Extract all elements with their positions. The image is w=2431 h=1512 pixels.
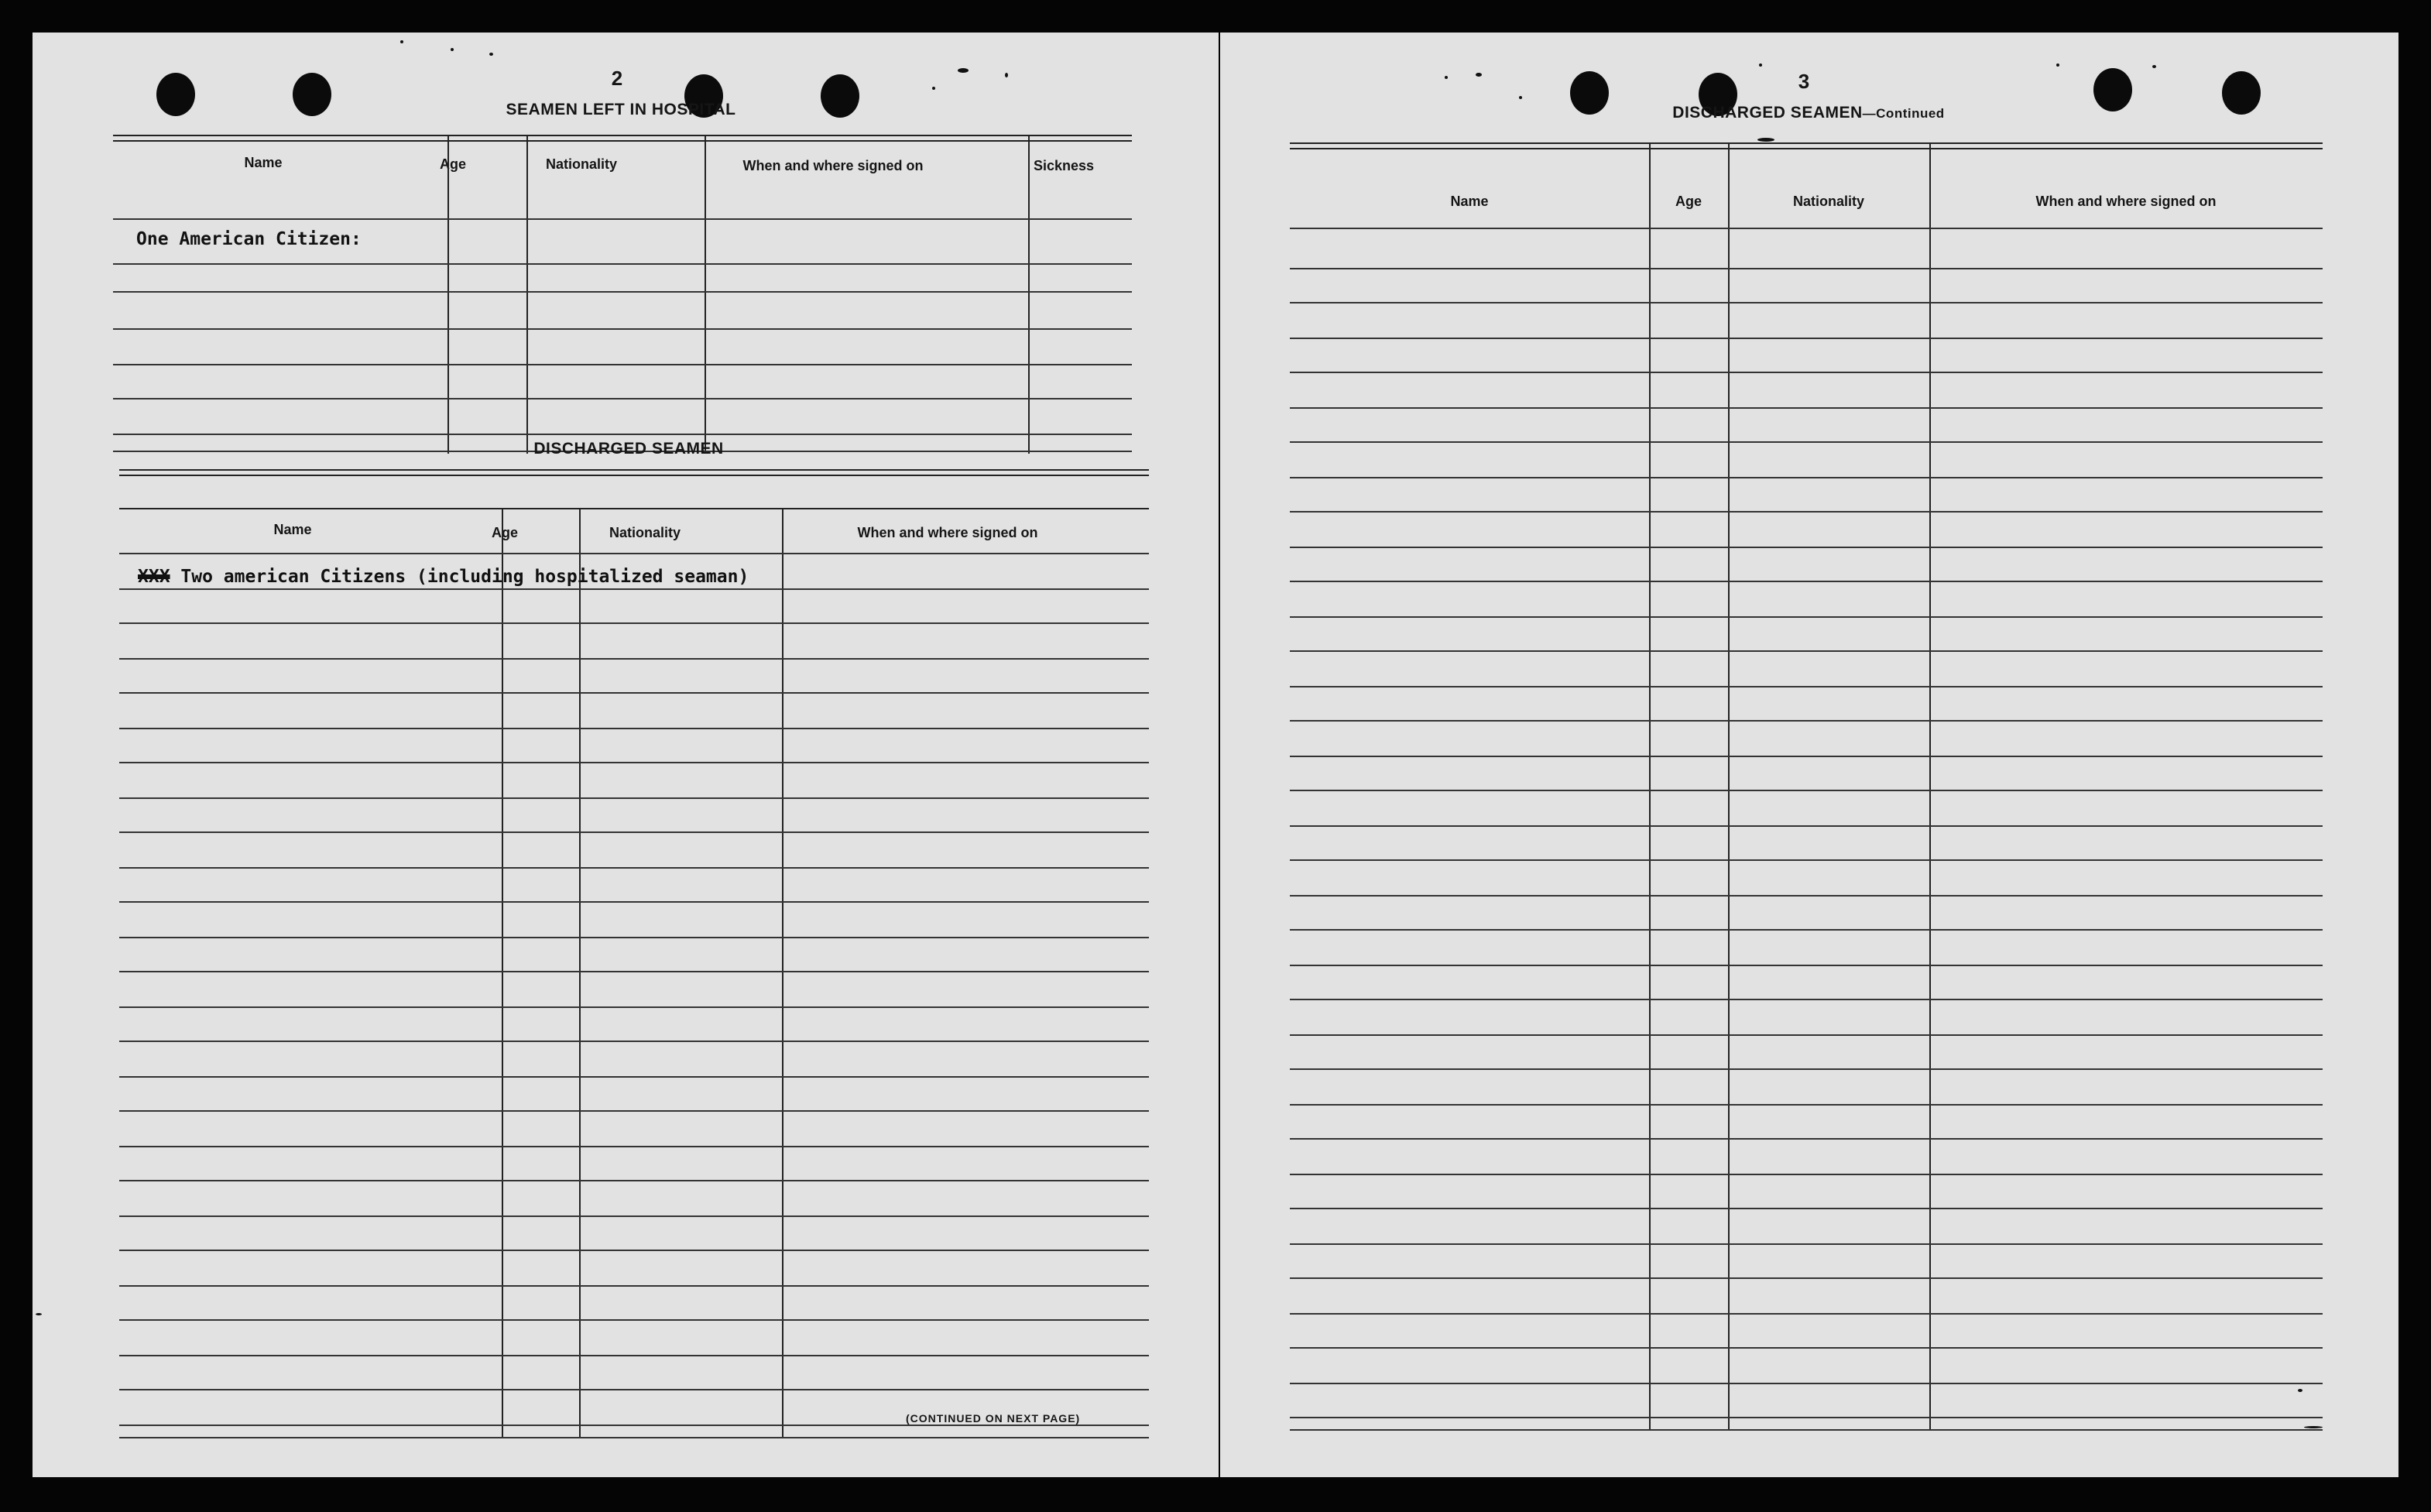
row-rule bbox=[119, 1110, 1149, 1112]
dust-speck bbox=[400, 40, 403, 43]
row-rule bbox=[119, 1006, 1149, 1008]
row-rule bbox=[1290, 929, 2323, 931]
row-rule bbox=[119, 1355, 1149, 1356]
typed-entry-discharged bbox=[138, 567, 749, 587]
row-rule bbox=[1290, 441, 2323, 443]
row-rule bbox=[119, 1180, 1149, 1181]
column-header-age: Age bbox=[491, 525, 518, 540]
row-rule bbox=[119, 658, 1149, 660]
column-header-nationality: Nationality bbox=[545, 156, 617, 172]
column-header-name: Name bbox=[244, 155, 283, 170]
punch-hole bbox=[2093, 68, 2132, 111]
row-rule bbox=[1290, 338, 2323, 339]
table-top-rule bbox=[113, 135, 1132, 142]
dust-speck bbox=[1005, 73, 1008, 77]
column-header-signed-on: When and where signed on bbox=[2035, 194, 2217, 209]
row-rule bbox=[113, 434, 1132, 435]
discharged-table bbox=[119, 468, 1149, 1445]
row-rule bbox=[119, 728, 1149, 729]
row-rule bbox=[113, 398, 1132, 399]
row-rule bbox=[119, 1250, 1149, 1251]
row-rule bbox=[113, 263, 1132, 265]
section-title-discharged-continued bbox=[1592, 104, 2025, 122]
row-rule bbox=[1290, 790, 2323, 791]
row-rule bbox=[1290, 302, 2323, 303]
row-rule bbox=[113, 291, 1132, 293]
column-divider bbox=[705, 135, 706, 454]
column-header-signed-on: When and where signed on bbox=[857, 525, 1038, 540]
column-header-name: Name bbox=[1450, 194, 1489, 209]
row-rule bbox=[119, 867, 1149, 869]
row-rule bbox=[1290, 1208, 2323, 1209]
table-top-rule bbox=[119, 469, 1149, 476]
row-rule bbox=[119, 1146, 1149, 1147]
row-rule bbox=[1290, 965, 2323, 966]
row-rule bbox=[1290, 1277, 2323, 1279]
row-rule bbox=[119, 797, 1149, 799]
discharged-continued-table bbox=[1290, 141, 2323, 1438]
row-rule bbox=[119, 1437, 1149, 1438]
row-rule bbox=[1290, 1174, 2323, 1175]
row-rule bbox=[1290, 1383, 2323, 1384]
row-rule bbox=[1290, 999, 2323, 1000]
column-divider bbox=[579, 508, 581, 1437]
row-rule bbox=[1290, 581, 2323, 582]
row-rule bbox=[1290, 372, 2323, 373]
column-header-nationality: Nationality bbox=[609, 525, 681, 540]
dust-speck bbox=[1476, 73, 1482, 77]
table-top-rule bbox=[1290, 142, 2323, 149]
hospital-table bbox=[113, 133, 1132, 457]
row-rule bbox=[119, 692, 1149, 694]
row-rule bbox=[1290, 756, 2323, 757]
row-rule bbox=[1290, 720, 2323, 722]
row-rule bbox=[1290, 650, 2323, 652]
row-rule bbox=[119, 1319, 1149, 1321]
struck-out-text: XXX bbox=[138, 567, 170, 587]
column-header-sickness: Sickness bbox=[1033, 158, 1095, 173]
row-rule bbox=[119, 1215, 1149, 1217]
row-rule bbox=[113, 328, 1132, 330]
row-rule bbox=[113, 218, 1132, 220]
column-header-name: Name bbox=[273, 522, 312, 537]
row-rule bbox=[1290, 1104, 2323, 1106]
row-rule bbox=[1290, 511, 2323, 513]
row-rule bbox=[119, 622, 1149, 624]
dust-speck bbox=[1759, 63, 1762, 67]
row-rule bbox=[119, 1041, 1149, 1042]
column-header-nationality: Nationality bbox=[1792, 194, 1864, 209]
row-rule bbox=[1290, 1313, 2323, 1315]
typed-entry-hospital: One American Citizen: bbox=[136, 229, 362, 249]
dust-speck bbox=[2152, 65, 2156, 68]
row-rule bbox=[1290, 616, 2323, 618]
row-rule bbox=[119, 937, 1149, 938]
row-rule bbox=[1290, 859, 2323, 861]
title-main: DISCHARGED SEAMEN bbox=[1672, 104, 1863, 122]
row-rule bbox=[119, 971, 1149, 972]
section-title-hospital: SEAMEN LEFT IN HOSPITAL bbox=[506, 101, 736, 118]
dust-speck bbox=[36, 1313, 42, 1315]
row-rule bbox=[1290, 1138, 2323, 1140]
dust-speck bbox=[451, 48, 454, 51]
row-rule bbox=[119, 588, 1149, 590]
row-rule bbox=[1290, 1034, 2323, 1036]
column-header-age: Age bbox=[439, 156, 466, 172]
header-rule bbox=[119, 508, 1149, 509]
row-rule bbox=[119, 901, 1149, 903]
row-rule bbox=[113, 364, 1132, 365]
punch-hole bbox=[156, 73, 195, 116]
row-rule bbox=[1290, 825, 2323, 827]
page-number: 3 bbox=[1798, 70, 1810, 93]
row-rule bbox=[1290, 1429, 2323, 1431]
column-divider bbox=[1728, 142, 1730, 1429]
title-continued: —Continued bbox=[1862, 106, 1945, 121]
punch-hole bbox=[2222, 71, 2261, 115]
row-rule bbox=[119, 1389, 1149, 1390]
column-divider bbox=[1028, 135, 1030, 454]
section-title-discharged: DISCHARGED SEAMEN bbox=[533, 440, 724, 458]
column-divider bbox=[526, 135, 528, 454]
document-page-left bbox=[33, 33, 1219, 1477]
row-rule bbox=[1290, 1243, 2323, 1245]
row-rule bbox=[1290, 686, 2323, 687]
column-header-signed-on: When and where signed on bbox=[742, 158, 924, 173]
page-number: 2 bbox=[611, 67, 623, 90]
column-header-age: Age bbox=[1675, 194, 1702, 209]
row-rule bbox=[119, 762, 1149, 763]
entry-text: Two american Citizens (including hospitalized seaman) bbox=[180, 567, 749, 587]
column-divider bbox=[782, 508, 783, 1437]
dust-speck bbox=[1445, 76, 1448, 79]
dust-speck bbox=[1519, 96, 1522, 99]
row-rule bbox=[1290, 477, 2323, 478]
document-page-right bbox=[1220, 33, 2398, 1477]
punch-hole bbox=[293, 73, 331, 116]
row-rule bbox=[119, 1425, 1149, 1426]
row-rule bbox=[119, 1076, 1149, 1078]
row-rule bbox=[1290, 228, 2323, 229]
column-divider bbox=[502, 508, 503, 1437]
continued-note: (CONTINUED ON NEXT PAGE) bbox=[906, 1412, 1081, 1425]
row-rule bbox=[1290, 1417, 2323, 1418]
row-rule bbox=[119, 831, 1149, 833]
row-rule bbox=[119, 1285, 1149, 1287]
row-rule bbox=[1290, 407, 2323, 409]
row-rule bbox=[119, 553, 1149, 554]
dust-speck bbox=[2304, 1426, 2323, 1428]
row-rule bbox=[1290, 1068, 2323, 1070]
column-divider bbox=[1929, 142, 1931, 1429]
row-rule bbox=[1290, 895, 2323, 897]
row-rule bbox=[1290, 1347, 2323, 1349]
row-rule bbox=[1290, 268, 2323, 269]
row-rule bbox=[1290, 547, 2323, 548]
column-divider bbox=[1649, 142, 1651, 1429]
dust-speck bbox=[2056, 63, 2059, 67]
dust-speck bbox=[2298, 1389, 2302, 1392]
dust-speck bbox=[932, 87, 935, 90]
dust-speck bbox=[489, 53, 493, 56]
column-divider bbox=[447, 135, 449, 454]
dust-speck bbox=[958, 68, 969, 73]
